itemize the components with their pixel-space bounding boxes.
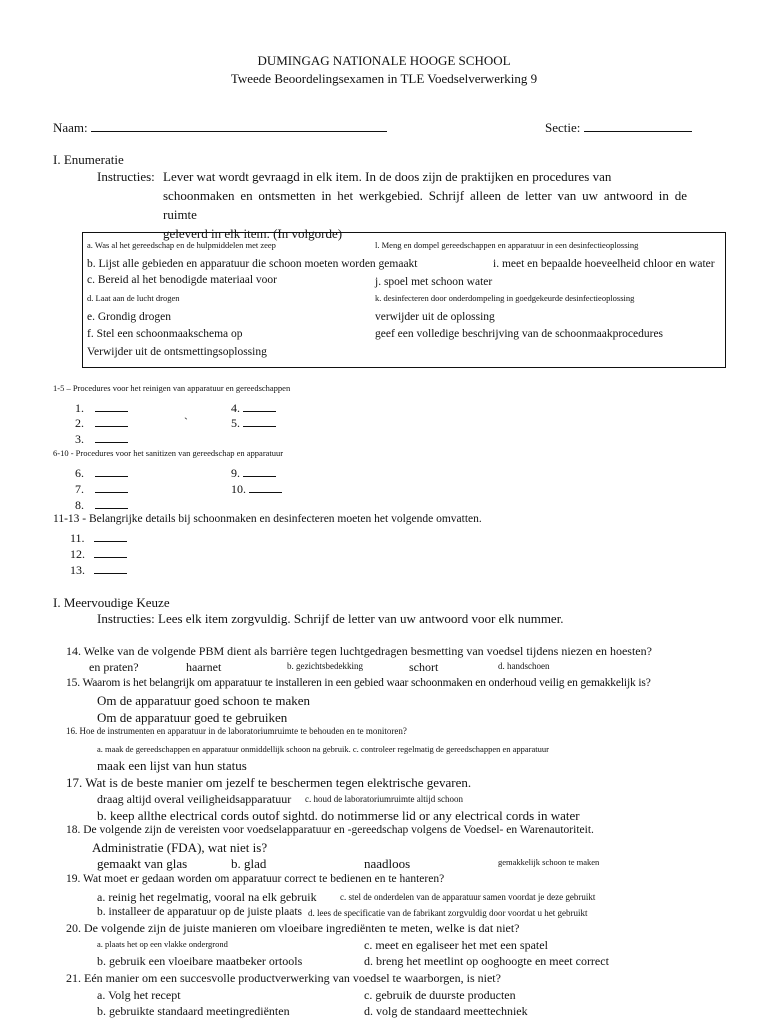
option-a: a. Was al het gereedschap en de hulpmiddelen met zeep [87, 240, 276, 250]
option-k: k. desinfecteren door onderdompeling in goedgekeurde desinfectieoplossing [375, 293, 635, 303]
q20-option-d: d. breng het meetlint op ooghoogte en meet correct [364, 954, 609, 968]
q16-option-a: a. maak de gereedschappen en apparatuur onmiddellijk schoon na gebruik. c. controleer regelmatig de gereedschappen en apparatuur [97, 744, 549, 754]
question-14: 14. Welke van de volgende PBM dient als barrière tegen luchtgedragen besmetting van voedsel tijdens niezen en hoesten? [66, 644, 652, 658]
answer-item-1[interactable]: 1. [75, 400, 128, 416]
name-field[interactable] [53, 120, 387, 136]
q18-option-a: gemaakt van glas [97, 856, 188, 871]
q17-option-c: c. houd de laboratoriumruimte altijd schoon [305, 794, 463, 804]
option-d: d. Laat aan de lucht drogen [87, 293, 180, 303]
question-20: 20. De volgende zijn de juiste manieren om vloeibare ingrediënten te meten, welke is dat niet? [66, 921, 520, 935]
q21-option-a: a. Volg het recept [97, 988, 181, 1002]
question-18-line2: Administratie (FDA), wat niet is? [92, 840, 268, 855]
q18-option-c: naadloos [364, 856, 411, 871]
q15-option-b: Om de apparatuur goed te gebruiken [97, 710, 288, 725]
option-g: Verwijder uit de ontsmettingsoplossing [87, 346, 267, 358]
answer-item-10[interactable]: 10. [231, 481, 282, 497]
answer-item-2[interactable]: 2. [75, 415, 128, 431]
q21-option-b: b. gebruikte standaard meetingrediënten [97, 1004, 290, 1018]
answer-item-13[interactable]: 13. [70, 562, 127, 578]
answer-item-4[interactable]: 4. [231, 400, 276, 416]
q14-option-d: d. handschoen [498, 661, 550, 671]
section-label: Sectie: [545, 120, 581, 135]
question-16: 16. Hoe de instrumenten en apparatuur in de laboratoriumruimte te behouden en te monitoren? [66, 726, 407, 736]
q14-option-b: b. gezichtsbedekking [287, 661, 363, 671]
option-i: i. meet en bepaalde hoeveelheid chloor en water [493, 258, 715, 270]
answer-item-3[interactable]: 3. [75, 431, 128, 447]
option-e2: verwijder uit de oplossing [375, 311, 495, 323]
part2-title: I. Meervoudige Keuze [53, 595, 170, 610]
answer-item-9[interactable]: 9. [231, 465, 276, 481]
section-11-13-heading: 11-13 - Belangrijke details bij schoonmaken en desinfecteren moeten het volgende omvatten. [53, 513, 482, 525]
section-field[interactable] [545, 120, 692, 136]
instructions-line: Lever wat wordt gevraagd in elk item. In de doos zijn de praktijken en procedures van [163, 169, 612, 184]
q16-option-b: maak een lijst van hun status [97, 758, 247, 773]
school-title: DUMINGAG NATIONALE HOOGE SCHOOL [257, 53, 511, 68]
q18-option-d: gemakkelijk schoon te maken [498, 857, 600, 867]
q19-option-a: a. reinig het regelmatig, vooral na elk gebruik [97, 890, 317, 904]
question-17: 17. Wat is de beste manier om jezelf te beschermen tegen elektrische gevaren. [66, 775, 472, 790]
section-6-10-heading: 6-10 - Procedures voor het sanitizen van gereedschap en apparatuur [53, 448, 284, 458]
question-14-line2: en praten? [89, 660, 139, 674]
question-19: 19. Wat moet er gedaan worden om apparatuur correct te bedienen en te hanteren? [66, 873, 445, 885]
q14-option-c: schort [409, 660, 439, 674]
name-label: Naam: [53, 120, 88, 135]
question-18: 18. De volgende zijn de vereisten voor voedselapparatuur en -gereedschap volgens de Voedsel- en Warenautoriteit. [66, 824, 594, 836]
question-15: 15. Waarom is het belangrijk om apparatuur te installeren in een gebied waar schoonmaken en onderhoud veilig en gemakkelijk is? [66, 677, 651, 689]
question-21: 21. Eén manier om een succesvolle productverwerking van voedsel te waarborgen, is niet? [66, 971, 501, 985]
section-blank[interactable] [584, 120, 692, 132]
q21-option-d: d. volg de standaard meettechniek [364, 1004, 528, 1018]
option-j: j. spoel met schoon water [375, 276, 493, 288]
q19-option-b: b. installeer de apparatuur op de juiste plaats [97, 906, 303, 918]
instructions-label: Instructies: [97, 169, 155, 184]
q17-option-a: draag altijd overal veiligheidsapparatuur [97, 792, 292, 806]
q20-option-a: a. plaats het op een vlakke ondergrond [97, 939, 228, 949]
option-c: c. Bereid al het benodigde materiaal voor [87, 274, 277, 286]
option-e: e. Grondig drogen [87, 311, 171, 323]
q14-option-a: haarnet [186, 660, 222, 674]
option-l: l. Meng en dompel gereedschappen en apparatuur in een desinfectieoplossing [375, 240, 639, 250]
instructions-line: geleverd in elk item. (In volgorde) [163, 226, 343, 241]
q20-option-b: b. gebruik een vloeibare maatbeker ortools [97, 954, 303, 968]
q19-option-d: d. lees de specificatie van de fabrikant zorgvuldig door voordat u het gebruikt [308, 908, 588, 918]
answer-item-8[interactable]: 8. [75, 497, 128, 513]
q15-option-a: Om de apparatuur goed schoon te maken [97, 693, 310, 708]
answer-item-7[interactable]: 7. [75, 481, 128, 497]
answer-item-5[interactable]: 5. [231, 415, 276, 431]
q18-option-b: b. glad [231, 856, 267, 871]
q20-option-c: c. meet en egaliseer het met een spatel [364, 938, 548, 952]
q21-option-c: c. gebruik de duurste producten [364, 988, 516, 1002]
option-f2: geef een volledige beschrijving van de schoonmaakprocedures [375, 328, 664, 340]
option-b: b. Lijst alle gebieden en apparatuur die schoon moeten worden gemaakt [87, 258, 418, 270]
stray-mark: ` [184, 415, 188, 429]
q19-option-c: c. stel de onderdelen van de apparatuur samen voordat je deze gebruikt [340, 892, 596, 902]
exam-title: Tweede Beoordelingsexamen in TLE Voedselverwerking 9 [230, 71, 538, 86]
option-f: f. Stel een schoonmaakschema op [87, 328, 243, 340]
section-1-5-heading: 1-5 – Procedures voor het reinigen van apparatuur en gereedschappen [53, 383, 291, 393]
answer-item-11[interactable]: 11. [70, 530, 127, 546]
part1-title: I. Enumeratie [53, 152, 124, 167]
instructions-line: schoonmaken en ontsmetten in het werkgebied. Schrijf alleen de letter van uw antwoord in de ruimte [163, 188, 687, 222]
name-blank[interactable] [91, 120, 387, 132]
answer-item-6[interactable]: 6. [75, 465, 128, 481]
q17-option-b: b. keep allthe electrical cords outof sightd. do notimmerse lid or any electrical cords in water [97, 808, 580, 823]
answer-item-12[interactable]: 12. [70, 546, 127, 562]
part2-instructions: Instructies: Lees elk item zorgvuldig. Schrijf de letter van uw antwoord voor elk nummer. [97, 611, 564, 626]
